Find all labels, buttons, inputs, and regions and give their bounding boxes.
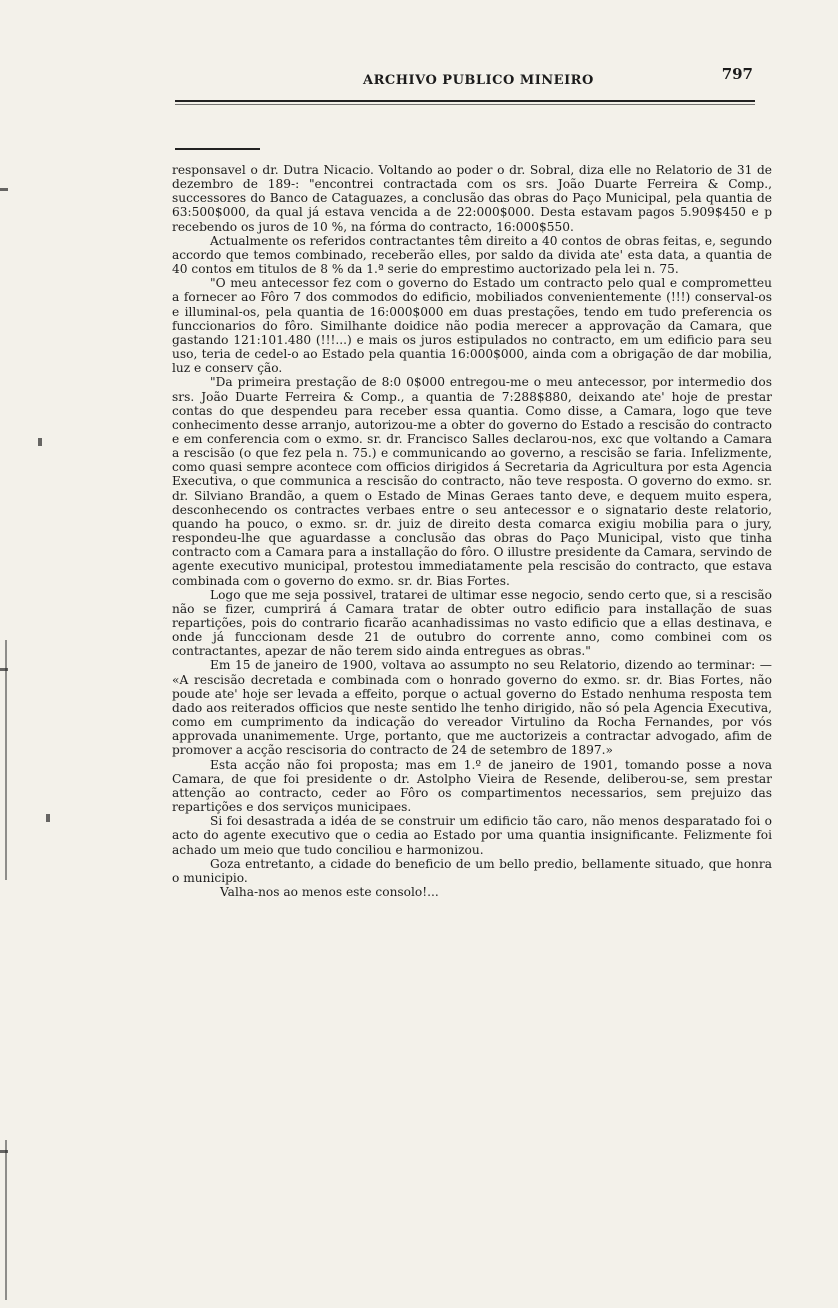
paragraph-8: Si foi desastrada a idéa de se construir um edificio tão caro, não menos desparatado foi o acto do agente executivo que o cedia ao Estado por uma quantia insignificante. Felizmente foi achado um meio que tudo conciliou e harmonizou. <box>172 814 772 857</box>
paragraph-3: "O meu antecessor fez com o governo do Estado um contracto pelo qual e comprometteu a fornecer ao Fôro 7 dos commodos do edificio, mobiliados convenientemente (!!!) conserval-os e illuminal-os, pela quantia de 16:000$000 em duas prestações, tendo em tudo preferencia os funccionarios do fôro. Similhante doidice não podia merecer a approvação da Camara, que gastando 121:101.480 (!!!...) e mais os juros estipulados no contracto, em um edificio para seu uso, teria de cedel-o ao Estado pela quantia 16:000$000, ainda com a obrigação de dar mobilia, luz e conserv ção. <box>172 276 772 376</box>
paragraph-4: "Da primeira prestação de 8:0 0$000 entregou-me o meu antecessor, por intermedio dos srs. João Duarte Ferreira & Comp., a quantia de 7:288$880, deixando ate' hoje de prestar contas do que despendeu para receber essa quantia. Como disse, a Camara, logo que teve conhecimento desse arranjo, autorizou-me a obter do governo do Estado a rescisão do contracto e em conferencia com o exmo. sr. dr. Francisco Salles declarou-nos, exc que voltando a Camara a rescisão (o que fez pela n. 75.) e communicando ao governo, a rescisão se faria. Infelizmente, como quasi sempre acontece com officios dirigidos á Secretaria da Agricultura por esta Agencia Executiva, o que communica a rescisão do contracto, não teve resposta. O governo do exmo. sr. dr. Silviano Brandão, a quem o Estado de Minas Geraes tanto deve, e dequem muito espera, desconhecendo os contractes verbaes entre o seu antecessor e o signatario deste relatorio, quando ha pouco, o exmo. sr. dr. juiz de direito desta comarca exigiu mobilia para o jury, respondeu-lhe que aguardasse a conclusão das obras do Paço Municipal, visto que tinha contracto com a Camara para a installação do fôro. O illustre presidente da Camara, servindo de agente executivo municipal, protestou immediatamente pela rescisão do contracto, que estava combinada com o governo do exmo. sr. dr. Bias Fortes. <box>172 375 772 588</box>
scan-mark <box>0 1150 8 1153</box>
paragraph-7: Esta acção não foi proposta; mas em 1.º de janeiro de 1901, tomando posse a nova Camara, de que foi presidente o dr. Astolpho Vieira de Resende, deliberou-se, sem prestar attenção ao contracto, ceder ao Fôro os compartimentos necessarios, sem prejuizo das repartições e dos serviços municipaes. <box>172 757 772 815</box>
paragraph-2: Actualmente os referidos contractantes têm direito a 40 contos de obras feitas, e, segundo accordo que temos combinado, receberão elles, por saldo da divida ate' esta data, a quantia de 40 contos em titulos de 8 % da 1.ª serie do emprestimo auctorizado pela lei n. 75. <box>172 233 772 277</box>
scan-mark <box>46 814 50 822</box>
running-title: ARCHIVO PUBLICO MINEIRO <box>363 73 594 88</box>
paragraph-9: Goza entretanto, a cidade do beneficio de um bello predio, bellamente situado, que honra o municipio. <box>172 856 772 885</box>
page-number: 797 <box>721 65 753 83</box>
scan-edge-left <box>5 640 7 880</box>
paragraph-6: Em 15 de janeiro de 1900, voltava ao assumpto no seu Relatorio, dizendo ao terminar: — «A rescisão decretada e combinada com o honrado governo do exmo. sr. dr. Bias Fortes, não poude ate' hoje ser levada a effeito, porque o actual governo do Estado nenhuma resposta tem dado aos reiterados officios que neste sentido lhe tenho dirigido, não só pela Agencia Executiva, como em cumprimento da indicação do vereador Virtulino da Rocha Fernandes, por vós approvada unanimemente. Urge, portanto, que me auctorizeis a contractar advogado, afim de promover a acção rescisoria do contracto de 24 de setembro de 1897.» <box>172 658 772 758</box>
header-rule-thin <box>175 104 755 105</box>
paragraph-5: Logo que me seja possivel, tratarei de ultimar esse negocio, sendo certo que, si a rescisão não se fizer, cumprirá á Camara tratar de obter outro edificio para installação de suas repartições, pois do contrario ficarão acanhadissimas no vasto edificio que a ellas destinava, e onde já funccionam desde 21 de outubro do corrente anno, como combinei com os contractantes, apezar de não terem sido ainda entregues as obras." <box>172 587 772 659</box>
paragraph-1: responsavel o dr. Dutra Nicacio. Voltando ao poder o dr. Sobral, diza elle no Relatorio de 31 de dezembro de 189-: "encontrei contractada com os srs. João Duarte Ferreira & Comp., successores do Banco de Cataguazes, a conclusão das obras do Paço Municipal, pela quantia de 63:500$000, da qual já estava vencida a de 22:000$000. Desta estavam pagos 5.909$450 e p recebendo os juros de 10 %, na fórma do contracto, 16:000$550. <box>172 163 772 234</box>
scan-mark <box>38 438 42 446</box>
page-header <box>175 65 755 95</box>
scan-edge-left-lower <box>5 1140 7 1300</box>
section-rule <box>175 148 260 150</box>
scan-mark <box>0 188 8 191</box>
header-rule <box>175 100 755 102</box>
paragraph-10: Valha-nos ao menos este consolo!... <box>220 884 439 899</box>
scan-mark <box>0 668 8 671</box>
body-text <box>172 163 772 899</box>
